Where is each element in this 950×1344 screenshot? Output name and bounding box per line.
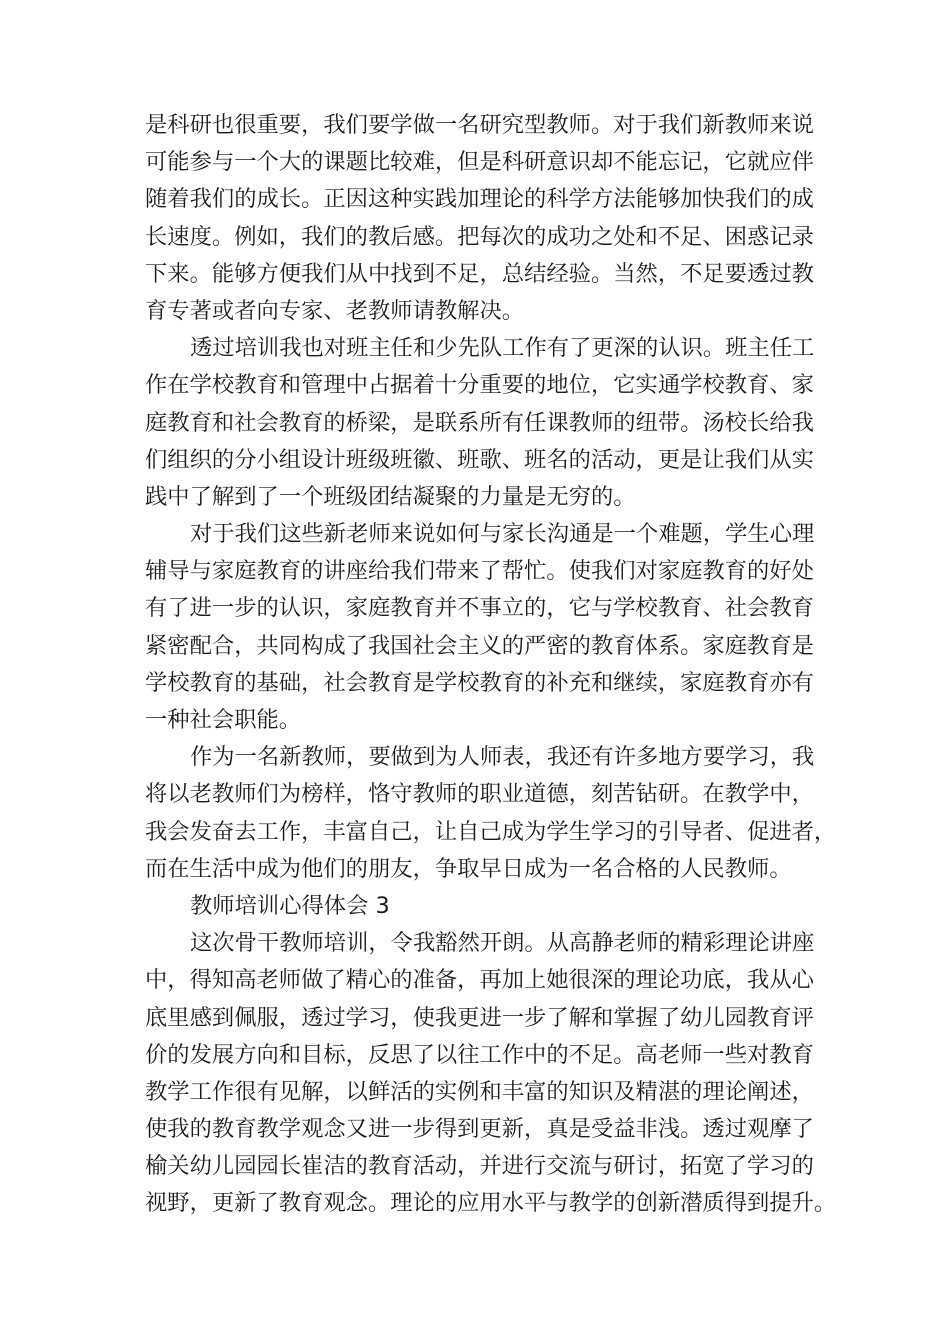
text-line: 而在生活中成为他们的朋友，争取早日成为一名合格的人民教师。: [145, 855, 792, 882]
text-line: 们组织的分小组设计班级班徽、班歌、班名的活动，更是让我们从实: [145, 446, 814, 473]
document-page: [145, 107, 837, 1223]
text-line: 中，得知高老师做了精心的准备，再加上她很深的理论功底，我从心: [145, 967, 814, 994]
paragraph: [145, 925, 837, 1223]
text-line: 践中了解到了一个班级团结凝聚的力量是无穷的。: [145, 483, 636, 510]
paragraph: [145, 330, 825, 516]
text-line: 作在学校教育和管理中占据着十分重要的地位，它实通学校教育、家: [145, 372, 814, 399]
text-line: 视野，更新了教育观念。理论的应用水平与教学的创新潜质得到提升。: [145, 1190, 837, 1217]
text-line: 对于我们这些新老师来说如何与家长沟通是一个难题，学生心理: [190, 521, 815, 548]
text-line: 我会发奋去工作，丰富自己，让自己成为学生学习的引导者、促进者，: [145, 818, 837, 845]
paragraph: [145, 516, 825, 739]
text-line: 可能参与一个大的课题比较难，但是科研意识却不能忘记，它就应伴: [145, 149, 814, 176]
text-line: 这次骨干教师培训，令我豁然开朗。从高静老师的精彩理论讲座: [190, 930, 815, 957]
text-line: 将以老教师们为榜样，恪守教师的职业道德，刻苦钻研。在教学中，: [145, 781, 814, 808]
paragraph: [145, 739, 837, 888]
text-line: 下来。能够方便我们从中找到不足，总结经验。当然，不足要透过教: [145, 260, 814, 287]
text-line: 育专著或者向专家、老教师请教解决。: [145, 297, 525, 324]
paragraph: [145, 107, 825, 330]
text-line: 庭教育和社会教育的桥梁，是联系所有任课教师的纽带。汤校长给我: [145, 409, 814, 436]
text-line: 作为一名新教师，要做到为人师表，我还有许多地方要学习，我: [190, 744, 815, 771]
text-line: 底里感到佩服，透过学习，使我更进一步了解和掌握了幼儿园教育评: [145, 1004, 814, 1031]
text-line: 教学工作很有见解，以鲜活的实例和丰富的知识及精湛的理论阐述，: [145, 1078, 814, 1105]
text-line: 有了进一步的认识，家庭教育并不事立的，它与学校教育、社会教育: [145, 595, 814, 622]
text-line: 辅导与家庭教育的讲座给我们带来了帮忙。使我们对家庭教育的好处: [145, 558, 814, 585]
heading-text: 教师培训心得体会 3: [190, 892, 390, 919]
text-line: 一种社会职能。: [145, 707, 302, 733]
text-line: 使我的教育教学观念又进一步得到更新，真是受益非浅。透过观摩了: [145, 1116, 814, 1143]
text-line: 学校教育的基础，社会教育是学校教育的补充和继续，家庭教育亦有: [145, 669, 814, 696]
text-line: 价的发展方向和目标，反思了以往工作中的不足。高老师一些对教育: [145, 1041, 814, 1068]
text-line: 随着我们的成长。正因这种实践加理论的科学方法能够加快我们的成: [145, 186, 814, 213]
text-line: 是科研也很重要，我们要学做一名研究型教师。对于我们新教师来说: [145, 112, 814, 138]
section-heading: [145, 888, 825, 925]
text-line: 长速度。例如，我们的教后感。把每次的成功之处和不足、困惑记录: [145, 223, 814, 250]
text-line: 紧密配合，共同构成了我国社会主义的严密的教育体系。家庭教育是: [145, 632, 814, 659]
text-line: 榆关幼儿园园长崔洁的教育活动，并进行交流与研讨，拓宽了学习的: [145, 1153, 814, 1180]
text-line: 透过培训我也对班主任和少先队工作有了更深的认识。班主任工: [190, 335, 815, 362]
